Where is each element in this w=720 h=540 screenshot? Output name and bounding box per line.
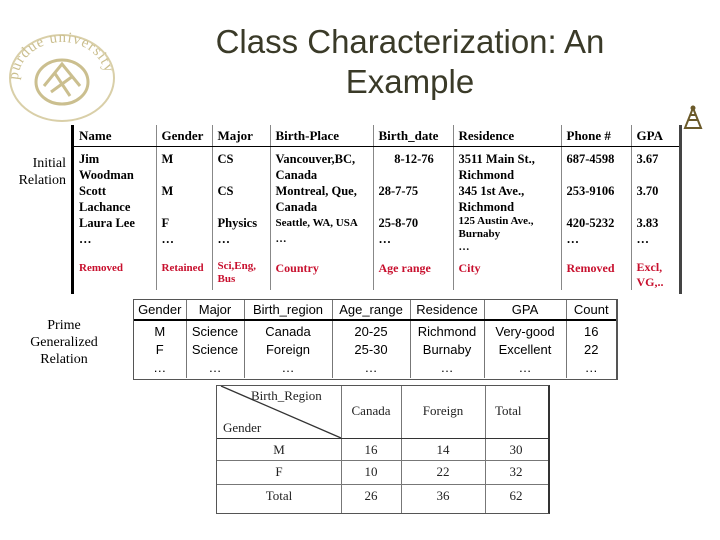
table-cell: Scott Lachance	[74, 183, 156, 215]
table-cell: 345 1st Ave., Richmond	[453, 183, 561, 215]
column-header: Birth-Place	[270, 125, 373, 147]
column-header: Birth_date	[373, 125, 453, 147]
table-cell: Laura Lee …	[74, 215, 156, 254]
table-cell: Physics …	[212, 215, 270, 254]
prime-generalized-relation-table	[133, 299, 618, 380]
treatment-row	[74, 254, 679, 290]
initial-relation-table	[71, 125, 682, 294]
table-row	[134, 320, 616, 378]
table-cell: 14	[436, 442, 450, 457]
treatment-cell: Removed	[74, 254, 156, 290]
table-cell: 20-25 25-30 …	[332, 320, 410, 378]
table-cell: 28-7-75	[373, 183, 453, 215]
title-line-1: Class Characterization: An	[215, 23, 605, 60]
table-cell: 36	[436, 488, 450, 503]
table-cell: 16	[364, 442, 378, 457]
table-cell: 687-4598	[561, 147, 631, 184]
table-cell: 30	[509, 442, 523, 457]
table-cell: CS	[212, 147, 270, 184]
table-cell: 62	[509, 488, 523, 503]
table-row	[74, 215, 679, 254]
table-header-row	[74, 125, 679, 147]
table-cell: M F …	[134, 320, 186, 378]
table-cell: CS	[212, 183, 270, 215]
corner-bottom-label: Gender	[223, 420, 262, 435]
treatment-cell: Excl, VG,..	[636, 260, 664, 289]
table-cell: 3511 Main St., Richmond	[453, 147, 561, 184]
table-cell: Seattle, WA, USA …	[270, 215, 373, 254]
table-cell: 125 Austin Ave., Burnaby …	[453, 215, 561, 254]
svg-text:purdue university	[6, 30, 117, 81]
table-cell: Richmond Burnaby …	[410, 320, 484, 378]
table-cell: 26	[364, 488, 378, 503]
table-cell: Very-good Excellent …	[484, 320, 566, 378]
column-header: Residence	[410, 300, 484, 320]
column-header: Age_range	[332, 300, 410, 320]
treatment-cell: Country	[270, 254, 373, 290]
column-header: Major	[212, 125, 270, 147]
column-header: Canada	[351, 403, 391, 418]
table-cell: 16 22 …	[584, 324, 599, 375]
table-cell: Canada Foreign …	[244, 320, 332, 378]
university-seal-logo	[4, 26, 120, 122]
table-cell: 3.70	[636, 184, 659, 198]
column-header: Phone #	[561, 125, 631, 147]
table-cell: Vancouver,BC, Canada	[270, 147, 373, 184]
column-header: Gender	[156, 125, 212, 147]
treatment-cell: Retained	[156, 254, 212, 290]
table-cell: 3.67	[636, 152, 659, 166]
table-cell: 253-9106	[561, 183, 631, 215]
column-header: Foreign	[422, 403, 464, 418]
row-label: Total	[265, 488, 293, 503]
treatment-cell: Removed	[561, 254, 631, 290]
table-cell: M	[156, 147, 212, 184]
column-header: Gender	[134, 300, 186, 320]
table-row	[74, 183, 679, 215]
table-cell: 3.83 …	[636, 216, 659, 246]
crosstab-table	[216, 385, 550, 514]
table-cell: Jim Woodman	[74, 147, 156, 184]
table-cell: F …	[156, 215, 212, 254]
table-cell: 10	[364, 464, 378, 479]
column-header: GPA	[484, 300, 566, 320]
table-cell: 25-8-70 …	[373, 215, 453, 254]
table-cell: Science Science …	[186, 320, 244, 378]
column-header: Count	[566, 300, 616, 320]
column-header: Total	[495, 403, 522, 418]
treatment-cell: Sci,Eng, Bus	[212, 254, 270, 290]
column-header: Major	[186, 300, 244, 320]
table-cell: 8-12-76	[373, 147, 453, 184]
table-cell: 32	[509, 464, 523, 479]
treatment-cell: Age range	[373, 254, 453, 290]
column-header: Birth_region	[244, 300, 332, 320]
title-line-2: Example	[345, 63, 475, 100]
initial-relation-label: Initial Relation	[18, 156, 66, 188]
row-label: M	[273, 442, 285, 457]
prime-relation-label: Prime Generalized Relation	[30, 318, 98, 367]
seal-text: purdue university	[5, 29, 118, 81]
table-cell: M	[156, 183, 212, 215]
slide-title	[140, 22, 680, 102]
table-cell: Montreal, Que, Canada	[270, 183, 373, 215]
table-cell: 420-5232 …	[561, 215, 631, 254]
column-header: GPA	[631, 125, 679, 147]
row-label: F	[275, 464, 283, 479]
treatment-cell: City	[453, 254, 561, 290]
table-row	[74, 147, 679, 184]
table-cell: 22	[436, 464, 450, 479]
table-header-row	[134, 300, 616, 320]
column-header: Name	[74, 125, 156, 147]
column-header: Residence	[453, 125, 561, 147]
decorative-emblem-icon	[682, 104, 704, 130]
corner-top-label: Birth_Region	[251, 388, 322, 403]
